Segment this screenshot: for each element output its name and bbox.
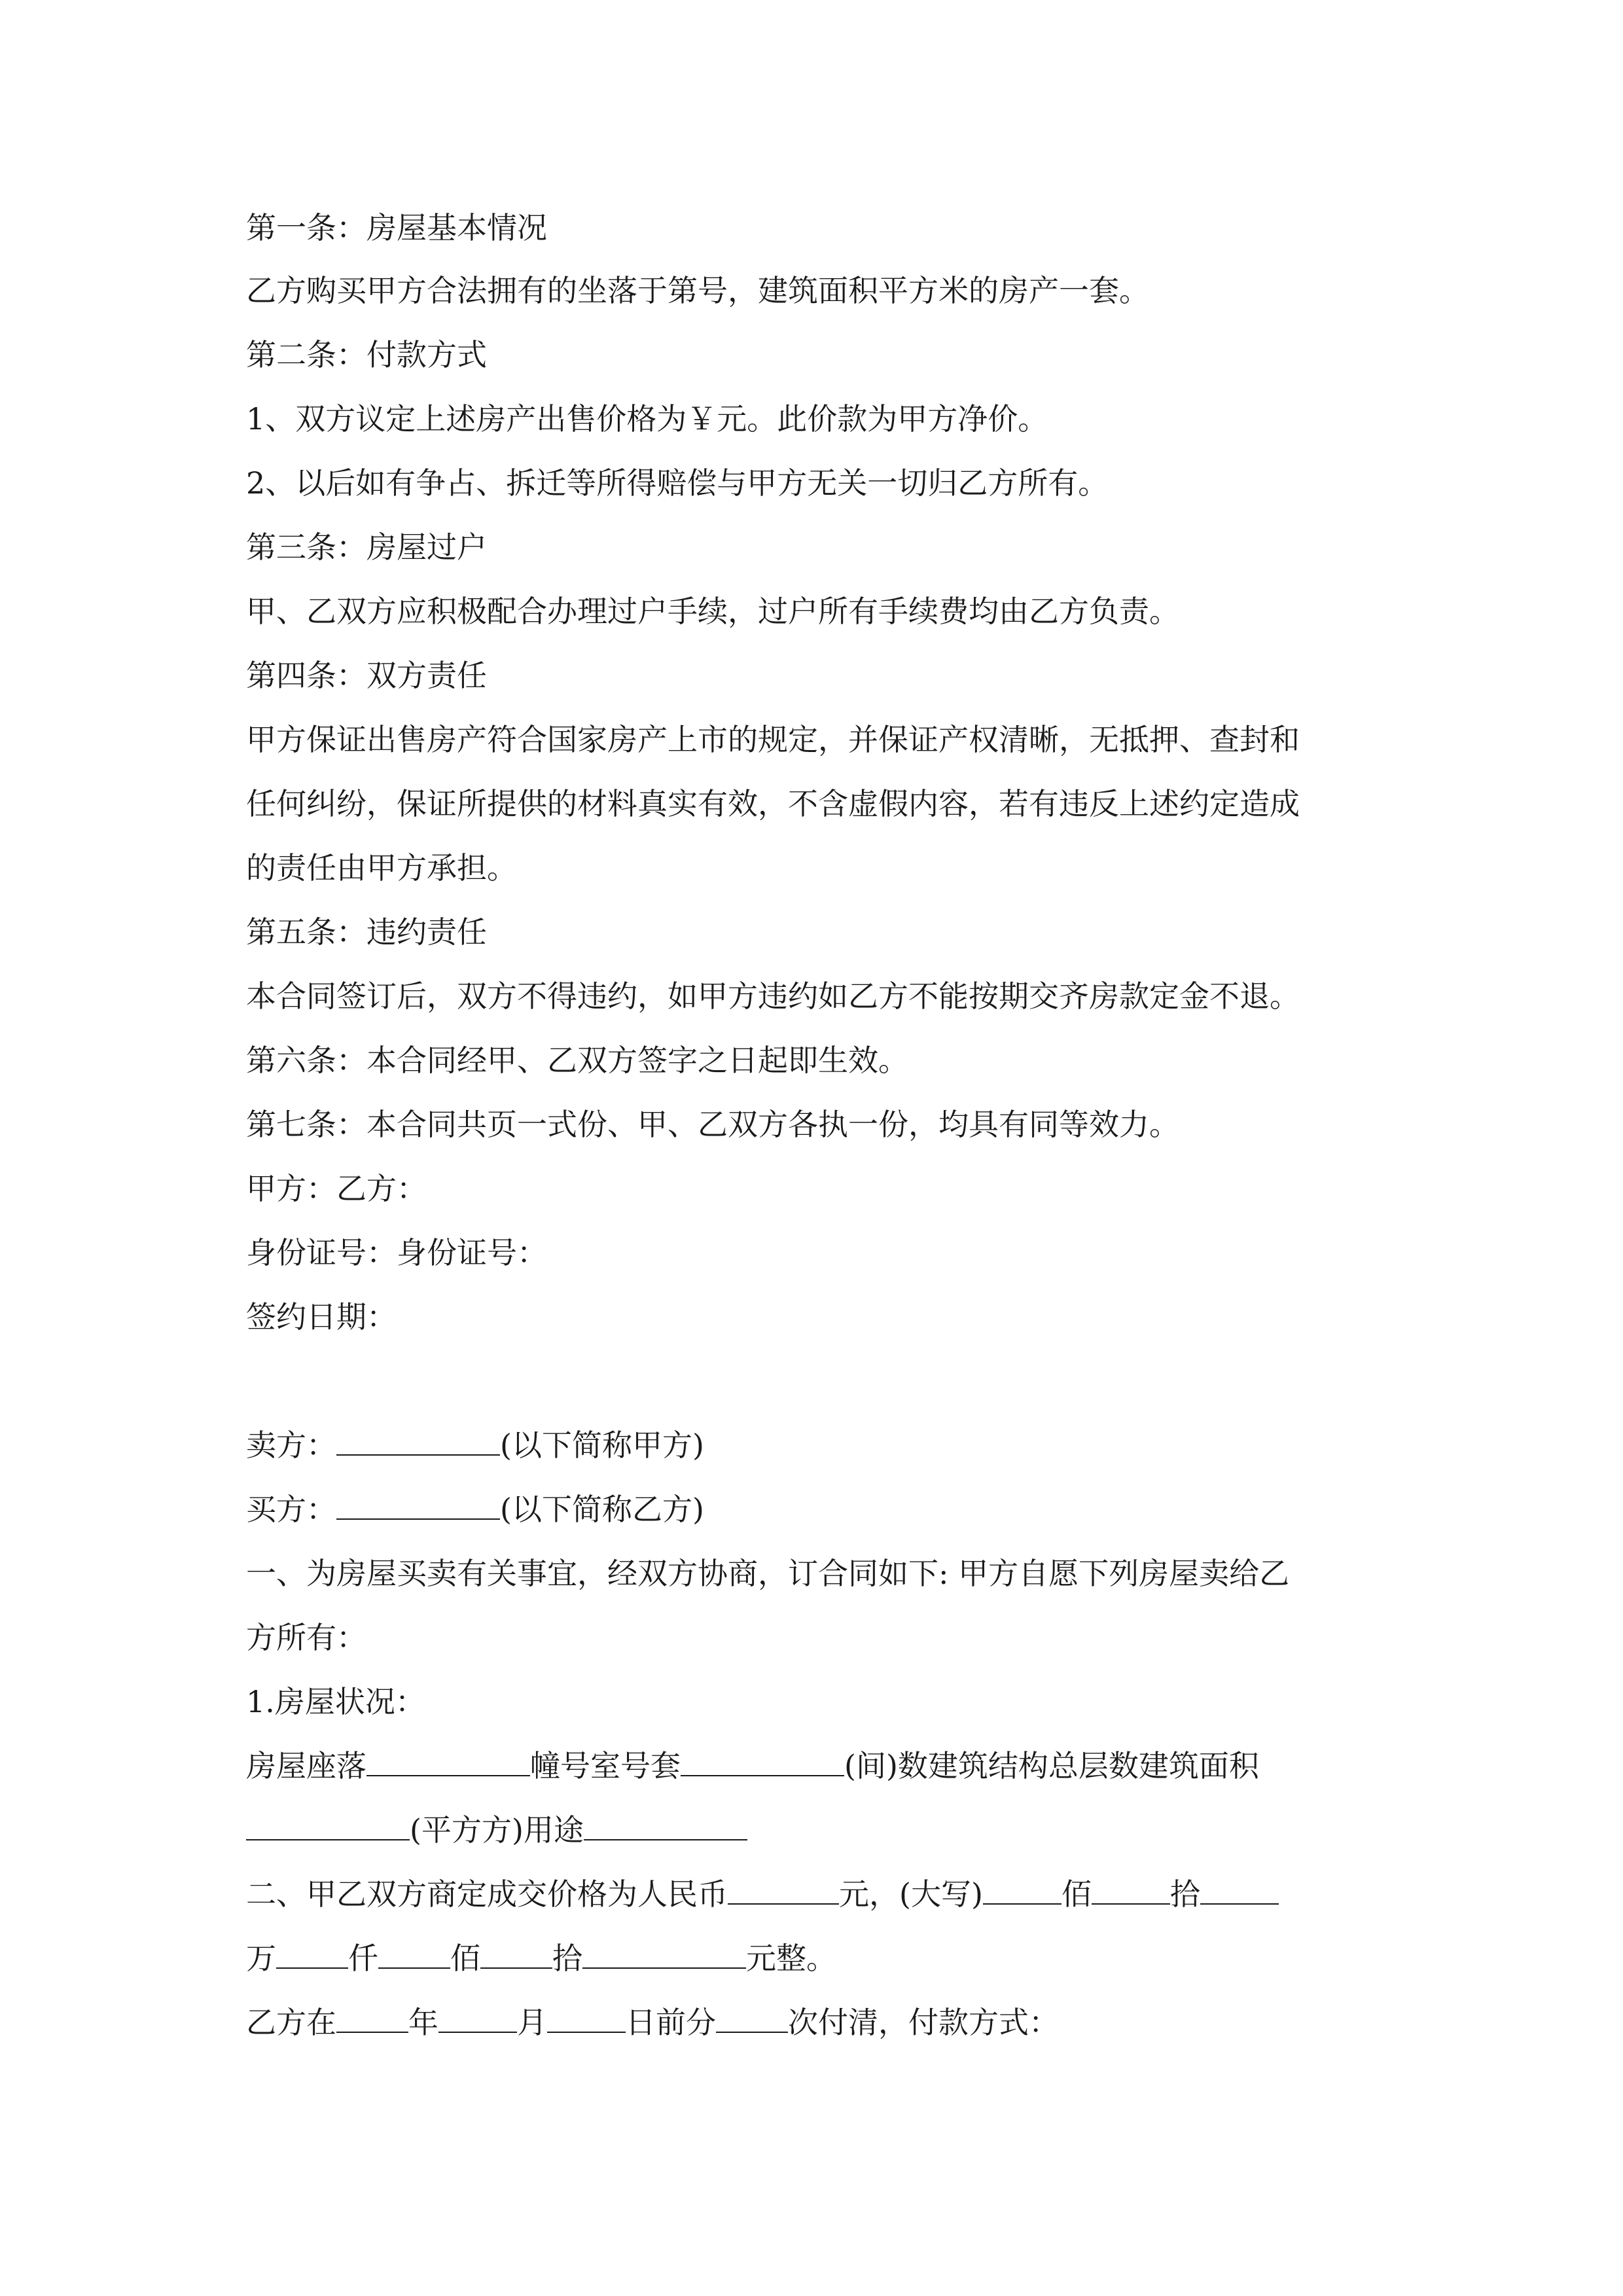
price-label: 二、甲乙双方商定成交价格为人民币 bbox=[246, 1876, 728, 1912]
article-3-heading: 第三条：房屋过户 bbox=[246, 529, 487, 565]
house-location-label: 房屋座落 bbox=[246, 1748, 366, 1784]
price-bai2-unit: 佰 bbox=[450, 1941, 480, 1976]
price-line-1 bbox=[246, 1876, 1279, 1912]
house-use-blank bbox=[584, 1813, 747, 1840]
article-2-heading: 第二条：付款方式 bbox=[246, 337, 487, 372]
payment-year-label: 年 bbox=[408, 2005, 438, 2040]
seller-name-blank bbox=[336, 1428, 500, 1456]
payment-times-label: 次付清，付款方式： bbox=[788, 2005, 1059, 2040]
price-wan-blank bbox=[1200, 1877, 1279, 1905]
payment-month-blank bbox=[438, 2005, 517, 2033]
price-shi-blank bbox=[1092, 1877, 1170, 1905]
house-location-blank bbox=[366, 1749, 530, 1776]
article-7-text: 第七条：本合同共页一式份、甲、乙双方各执一份，均具有同等效力。 bbox=[246, 1107, 1179, 1142]
signature-id-numbers: 身份证号：身份证号： bbox=[246, 1235, 547, 1270]
payment-day-blank bbox=[547, 2005, 626, 2033]
article-4-heading: 第四条：双方责任 bbox=[246, 658, 487, 693]
article-1-text: 乙方购买甲方合法拥有的坐落于第号，建筑面积平方米的房产一套。 bbox=[246, 273, 1149, 308]
price-qian-unit: 仟 bbox=[348, 1941, 378, 1976]
payment-day-label: 日前分 bbox=[626, 2005, 716, 2040]
clause-1-line-1: 一、为房屋买卖有关事宜，经双方协商，订合同如下: 甲方自愿下列房屋卖给乙 bbox=[246, 1556, 1290, 1591]
article-6-text: 第六条：本合同经甲、乙双方签字之日起即生效。 bbox=[246, 1043, 908, 1078]
price-shi2-unit: 拾 bbox=[552, 1941, 582, 1976]
price-shi2-blank bbox=[480, 1941, 552, 1969]
signature-parties: 甲方：乙方： bbox=[246, 1171, 427, 1206]
signature-date: 签约日期： bbox=[246, 1299, 397, 1335]
house-rooms-label: (间)数建筑结构总层数建筑面积 bbox=[844, 1748, 1259, 1784]
price-yuan-blank bbox=[582, 1941, 746, 1969]
article-2-item-2: 2、以后如有争占、拆迁等所得赔偿与甲方无关一切归乙方所有。 bbox=[246, 465, 1109, 501]
seller-line bbox=[246, 1427, 704, 1463]
house-status-heading: 1.房屋状况： bbox=[246, 1684, 425, 1719]
price-bai-unit: 佰 bbox=[1061, 1876, 1092, 1912]
house-rooms-blank bbox=[681, 1749, 844, 1776]
article-4-text-line-1: 甲方保证出售房产符合国家房产上市的规定，并保证产权清晰，无抵押、查封和 bbox=[246, 722, 1300, 757]
payment-month-label: 月 bbox=[517, 2005, 547, 2040]
article-3-text: 甲、乙双方应积极配合办理过户手续，过户所有手续费均由乙方负责。 bbox=[246, 594, 1179, 629]
buyer-line bbox=[246, 1491, 704, 1528]
article-5-text: 本合同签订后，双方不得违约，如甲方违约如乙方不能按期交齐房款定金不退。 bbox=[246, 978, 1300, 1014]
article-4-text-line-2: 任何纠纷，保证所提供的材料真实有效，不含虚假内容，若有违反上述约定造成 bbox=[246, 786, 1300, 821]
price-bai2-blank bbox=[378, 1941, 450, 1969]
house-area-unit-label: (平方方)用途 bbox=[410, 1812, 584, 1848]
price-qian-blank bbox=[276, 1941, 348, 1969]
price-shi-unit: 拾 bbox=[1169, 1876, 1200, 1912]
payment-times-blank bbox=[716, 2005, 788, 2033]
seller-suffix: (以下简称甲方) bbox=[500, 1427, 704, 1463]
house-area-blank bbox=[246, 1813, 410, 1840]
price-amount-blank bbox=[728, 1877, 839, 1905]
price-line-2 bbox=[246, 1940, 836, 1977]
payment-prefix: 乙方在 bbox=[246, 2005, 336, 2040]
seller-label: 卖方： bbox=[246, 1427, 336, 1463]
article-2-item-1: 1、双方议定上述房产出售价格为￥元。此价款为甲方净价。 bbox=[246, 401, 1048, 437]
price-yuan-label: 元，(大写) bbox=[839, 1876, 983, 1912]
payment-line bbox=[246, 2004, 1059, 2041]
payment-year-blank bbox=[336, 2005, 408, 2033]
buyer-suffix: (以下简称乙方) bbox=[500, 1492, 704, 1527]
house-area-line bbox=[246, 1812, 747, 1848]
article-1-heading: 第一条：房屋基本情况 bbox=[246, 210, 547, 245]
price-wan-unit: 万 bbox=[246, 1941, 276, 1976]
article-4-text-line-3: 的责任由甲方承担。 bbox=[246, 850, 517, 886]
house-unit-label: 幢号室号套 bbox=[530, 1748, 681, 1784]
clause-1-line-2: 方所有： bbox=[246, 1620, 366, 1655]
article-5-heading: 第五条：违约责任 bbox=[246, 914, 487, 950]
price-bai-blank bbox=[983, 1877, 1061, 1905]
price-zheng-unit: 元整。 bbox=[746, 1941, 836, 1976]
buyer-name-blank bbox=[336, 1492, 500, 1520]
house-location-line bbox=[246, 1748, 1259, 1784]
buyer-label: 买方： bbox=[246, 1492, 336, 1527]
